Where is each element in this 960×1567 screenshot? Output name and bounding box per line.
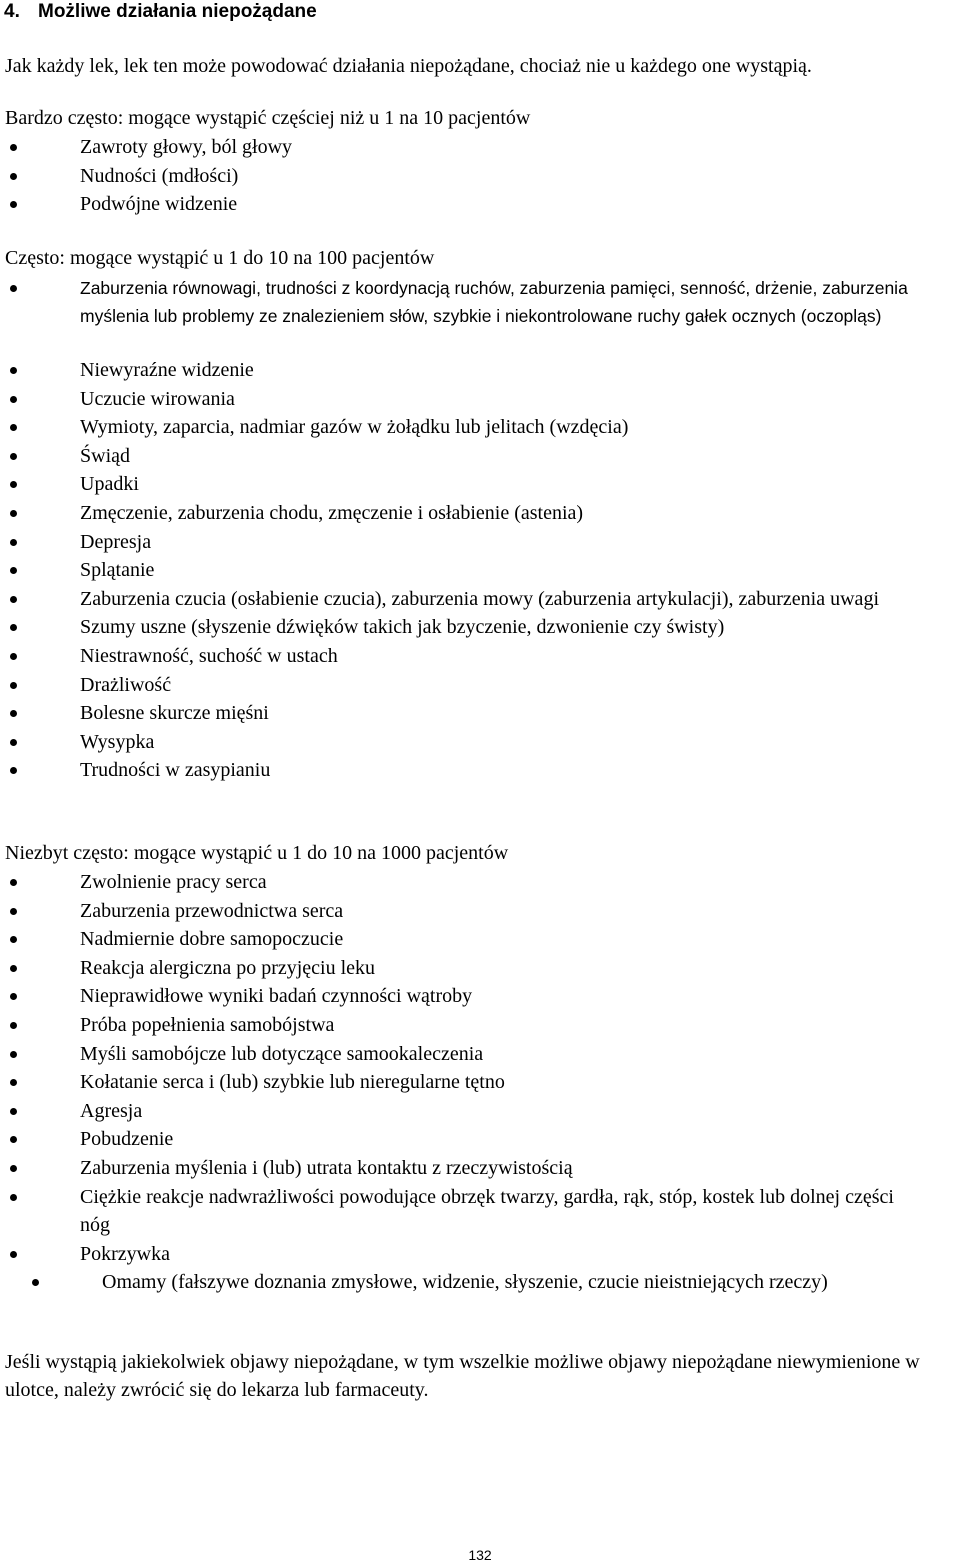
page-number: 132	[468, 1547, 492, 1563]
uncommon-title: Niezbyt często: mogące wystąpić u 1 do 10 na 1000 pacjentów	[5, 842, 509, 864]
section-title: Możliwe działania niepożądane	[38, 1, 317, 22]
section-number: 4.	[4, 1, 20, 22]
section-heading	[4, 0, 317, 24]
list-item: Zmęczenie, zaburzenia chodu, zmęczenie i osłabienie (astenia)	[0, 499, 960, 528]
list-item: Świąd	[0, 442, 960, 471]
list-item: Drażliwość	[0, 671, 960, 700]
very-common-list	[0, 133, 960, 219]
list-item: Ciężkie reakcje nadwrażliwości powodujące obrzęk twarzy, gardła, rąk, stóp, kostek lub dolnej części nóg	[0, 1183, 960, 1240]
common-list	[0, 274, 960, 330]
list-item: Zaburzenia przewodnictwa serca	[0, 897, 960, 926]
list-item: Próba popełnienia samobójstwa	[0, 1011, 960, 1040]
list-item: Pobudzenie	[0, 1125, 960, 1154]
list-item: Nieprawidłowe wyniki badań czynności wątroby	[0, 982, 960, 1011]
list-item: Zaburzenia czucia (osłabienie czucia), zaburzenia mowy (zaburzenia artykulacji), zaburzenia uwagi	[0, 585, 960, 614]
list-item: Nadmiernie dobre samopoczucie	[0, 925, 960, 954]
intro-paragraph: Jak każdy lek, lek ten może powodować działania niepożądane, chociaż nie u każdego one wystąpią.	[5, 55, 812, 77]
common-title: Często: mogące wystąpić u 1 do 10 na 100 pacjentów	[5, 247, 435, 269]
list-item: Uczucie wirowania	[0, 385, 960, 414]
list-item: Niewyraźne widzenie	[0, 356, 960, 385]
list-item: Nudności (mdłości)	[0, 162, 960, 191]
list-item: Bolesne skurcze mięśni	[0, 699, 960, 728]
list-item: Zaburzenia myślenia i (lub) utrata kontaktu z rzeczywistością	[0, 1154, 960, 1183]
list-item: Wymioty, zaparcia, nadmiar gazów w żołądku lub jelitach (wzdęcia)	[0, 413, 960, 442]
list-item: Trudności w zasypianiu	[0, 756, 960, 785]
list-item: Upadki	[0, 470, 960, 499]
list-item: Zwolnienie pracy serca	[0, 868, 960, 897]
list-item: Szumy uszne (słyszenie dźwięków takich jak bzyczenie, dzwonienie czy świsty)	[0, 613, 960, 642]
list-item: Wysypka	[0, 728, 960, 757]
very-common-title: Bardzo często: mogące wystąpić częściej niż u 1 na 10 pacjentów	[5, 107, 531, 129]
list-item: Pokrzywka	[0, 1240, 960, 1269]
list-item: Podwójne widzenie	[0, 190, 960, 219]
closing-paragraph: Jeśli wystąpią jakiekolwiek objawy niepożądane, w tym wszelkie możliwe objawy niepożądane niewymienione w ulotce, należy zwrócić się do lekarza lub farmaceuty.	[5, 1351, 920, 1401]
list-item: Omamy (fałszywe doznania zmysłowe, widzenie, słyszenie, czucie nieistniejących rzeczy)	[0, 1268, 960, 1297]
list-item: Depresja	[0, 528, 960, 557]
list-item: Agresja	[0, 1097, 960, 1126]
list-item: Zaburzenia równowagi, trudności z koordynacją ruchów, zaburzenia pamięci, senność, drżenie, zaburzenia myślenia lub problemy ze znalezieniem słów, szybkie i niekontrolowane ruchy gałek ocznych (oczopląs)	[0, 274, 960, 330]
list-item: Myśli samobójcze lub dotyczące samookaleczenia	[0, 1040, 960, 1069]
list-item: Reakcja alergiczna po przyjęciu leku	[0, 954, 960, 983]
list-item: Kołatanie serca i (lub) szybkie lub nieregularne tętno	[0, 1068, 960, 1097]
list-item: Niestrawność, suchość w ustach	[0, 642, 960, 671]
uncommon-list	[0, 868, 960, 1297]
list-item: Splątanie	[0, 556, 960, 585]
common-list-continued	[0, 356, 960, 785]
list-item: Zawroty głowy, ból głowy	[0, 133, 960, 162]
